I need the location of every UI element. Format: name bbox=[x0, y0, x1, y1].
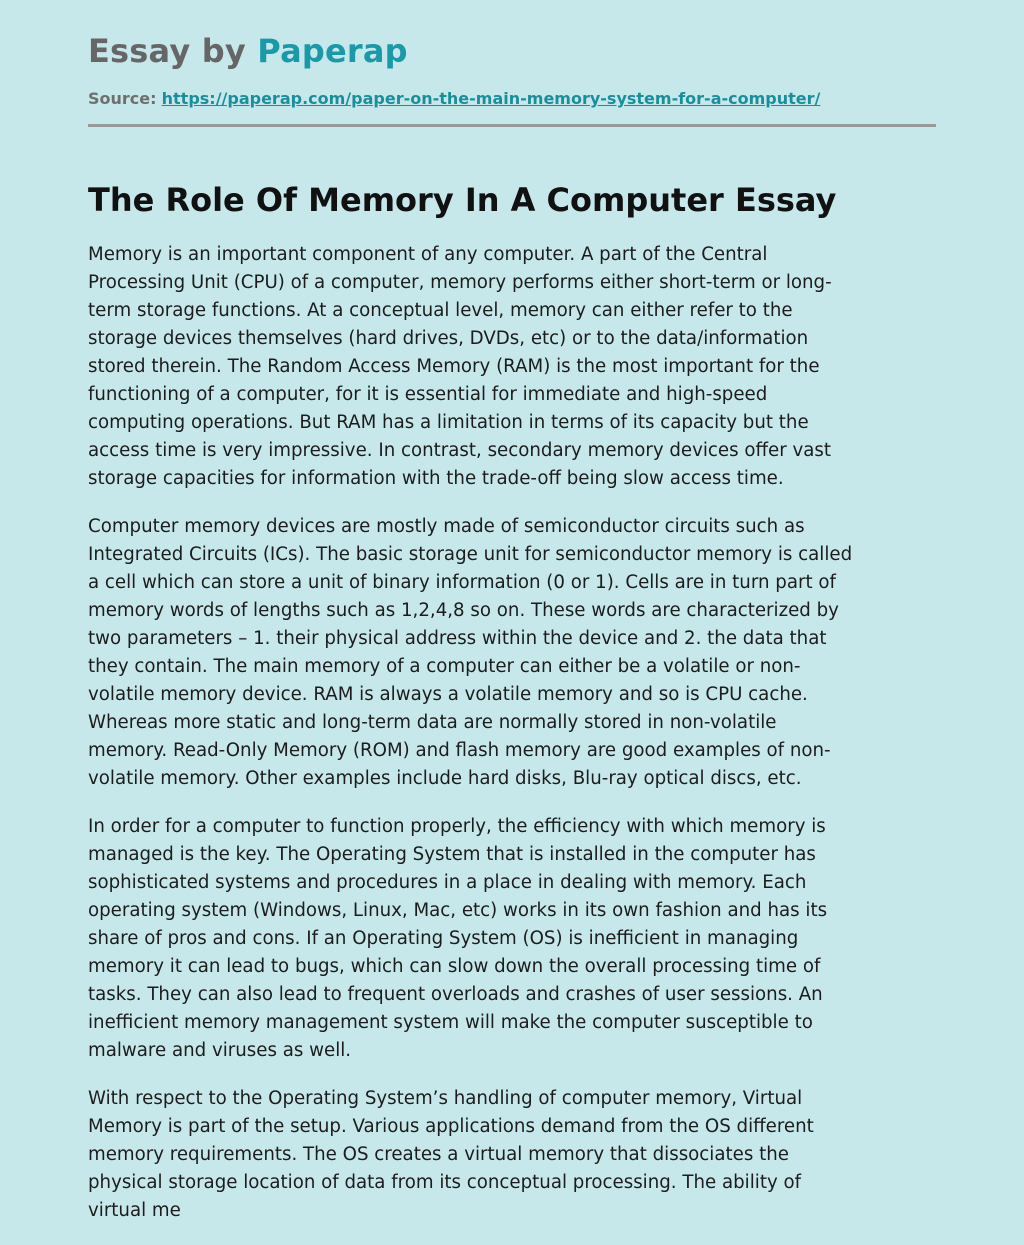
paragraph-line: sophisticated systems and procedures in a place in dealing with memory. Each bbox=[88, 872, 807, 893]
essay-body bbox=[88, 241, 936, 1225]
paragraph-line: tasks. They can also lead to frequent overloads and crashes of user sessions. An bbox=[88, 984, 823, 1005]
paragraph-line: volatile memory. Other examples include hard disks, Blu-ray optical discs, etc. bbox=[88, 768, 802, 789]
paragraph-line: share of pros and cons. If an Operating System (OS) is inefficient in managing bbox=[88, 928, 799, 949]
paragraph-line: they contain. The main memory of a computer can either be a volatile or non- bbox=[88, 656, 801, 677]
paragraph-line: malware and viruses as well. bbox=[88, 1040, 352, 1061]
paragraph-line: storage capacities for information with the trade-off being slow access time. bbox=[88, 468, 784, 489]
paragraph-line: In order for a computer to function properly, the efficiency with which memory is bbox=[88, 816, 826, 837]
paragraph-line: computing operations. But RAM has a limitation in terms of its capacity but the bbox=[88, 412, 809, 433]
essay-paragraph bbox=[88, 513, 936, 793]
essay-paragraph bbox=[88, 813, 936, 1065]
header-divider bbox=[88, 124, 936, 127]
paragraph-line: virtual me bbox=[88, 1200, 181, 1221]
paragraph-line: physical storage location of data from its conceptual processing. The ability of bbox=[88, 1172, 802, 1193]
essay-title: The Role Of Memory In A Computer Essay bbox=[88, 181, 837, 219]
paragraph-line: Processing Unit (CPU) of a computer, memory performs either short-term or long- bbox=[88, 272, 832, 293]
essay-paragraph bbox=[88, 241, 936, 493]
paragraph-line: stored therein. The Random Access Memory (RAM) is the most important for the bbox=[88, 356, 820, 377]
paragraph-line: Whereas more static and long-term data are normally stored in non-volatile bbox=[88, 712, 777, 733]
paragraph-line: a cell which can store a unit of binary information (0 or 1). Cells are in turn part of bbox=[88, 572, 836, 593]
paragraph-line: two parameters – 1. their physical address within the device and 2. the data that bbox=[88, 628, 827, 649]
paragraph-line: inefficient memory management system will make the computer susceptible to bbox=[88, 1012, 813, 1033]
paragraph-line: managed is the key. The Operating System that is installed in the computer has bbox=[88, 844, 816, 865]
paragraph-line: volatile memory device. RAM is always a volatile memory and so is CPU cache. bbox=[88, 684, 808, 705]
essay-paragraph bbox=[88, 1085, 936, 1225]
paragraph-line: access time is very impressive. In contrast, secondary memory devices offer vast bbox=[88, 440, 831, 461]
source-line bbox=[88, 89, 820, 109]
paragraph-line: functioning of a computer, for it is essential for immediate and high-speed bbox=[88, 384, 768, 405]
paragraph-line: memory requirements. The OS creates a virtual memory that dissociates the bbox=[88, 1144, 789, 1165]
paragraph-line: operating system (Windows, Linux, Mac, etc) works in its own fashion and has its bbox=[88, 900, 828, 921]
paragraph-line: term storage functions. At a conceptual level, memory can either refer to the bbox=[88, 300, 793, 321]
paragraph-line: Computer memory devices are mostly made of semiconductor circuits such as bbox=[88, 516, 805, 537]
source-label: Source: bbox=[88, 89, 157, 108]
paragraph-line: storage devices themselves (hard drives, DVDs, etc) or to the data/information bbox=[88, 328, 809, 349]
paragraph-line: memory it can lead to bugs, which can slow down the overall processing time of bbox=[88, 956, 821, 977]
paragraph-line: Integrated Circuits (ICs). The basic storage unit for semiconductor memory is called bbox=[88, 544, 853, 565]
site-brand[interactable] bbox=[88, 31, 408, 71]
brand-prefix: Essay by bbox=[88, 32, 246, 70]
paragraph-line: Memory is an important component of any computer. A part of the Central bbox=[88, 244, 768, 265]
paragraph-line: memory words of lengths such as 1,2,4,8 so on. These words are characterized by bbox=[88, 600, 839, 621]
source-link[interactable]: https://paperap.com/paper-on-the-main-memory-system-for-a-computer/ bbox=[161, 89, 821, 108]
paragraph-line: With respect to the Operating System’s handling of computer memory, Virtual bbox=[88, 1088, 803, 1109]
paragraph-line: memory. Read-Only Memory (ROM) and flash memory are good examples of non- bbox=[88, 740, 831, 761]
paragraph-line: Memory is part of the setup. Various applications demand from the OS different bbox=[88, 1116, 814, 1137]
brand-name: Paperap bbox=[257, 32, 408, 70]
